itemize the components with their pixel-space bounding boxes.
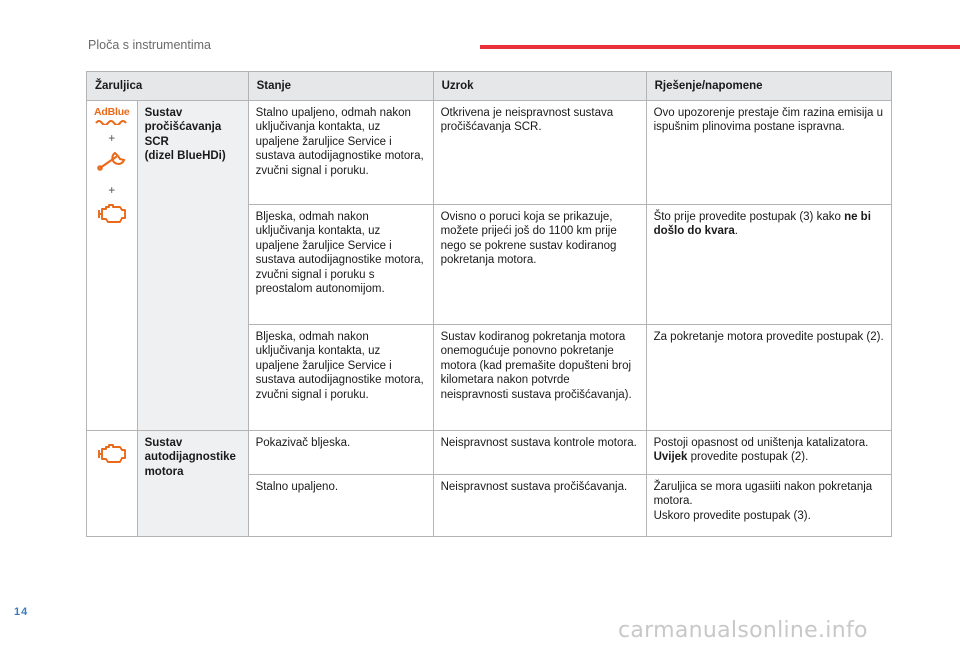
lamp-name-cell bbox=[137, 431, 248, 537]
lamp-name-cell bbox=[137, 101, 248, 431]
wrench-icon bbox=[96, 150, 128, 176]
table-row bbox=[87, 101, 892, 205]
uzrok-cell: Neispravnost sustava kontrole motora. bbox=[433, 431, 646, 475]
uzrok-cell: Sustav kodiranog pokretanja motora onemogućuje ponovno pokretanje motora (kad premašite dopušteni broj kilometara nakon potvrde neispravnosti sustava pročišćavanja). bbox=[433, 325, 646, 431]
engine-icon bbox=[96, 442, 128, 468]
rjesenje-emphasis: Uvijek bbox=[653, 451, 688, 464]
column-header-zaruljica: Žaruljica bbox=[87, 72, 249, 101]
stanje-cell: Stalno upaljeno. bbox=[248, 475, 433, 537]
uzrok-cell: Otkrivena je neispravnost sustava pročišćavanja SCR. bbox=[433, 101, 646, 205]
rjesenje-emphasis: ne bi došlo do kvara bbox=[653, 211, 871, 238]
rjesenje-cell bbox=[646, 475, 891, 537]
lamp-name-line: (dizel BlueHDi) bbox=[144, 150, 226, 163]
lamp-name-line: SCR bbox=[144, 135, 169, 148]
rjesenje-cell bbox=[646, 205, 891, 325]
page-header-title: Ploča s instrumentima bbox=[88, 38, 211, 52]
warning-lamp-table bbox=[86, 71, 892, 537]
lamp-name-line: autodijagnostike bbox=[144, 451, 236, 464]
uzrok-cell: Neispravnost sustava pročišćavanja. bbox=[433, 475, 646, 537]
column-header-stanje: Stanje bbox=[248, 72, 433, 101]
lamp-name-line: Sustav bbox=[144, 107, 183, 119]
rjesenje-text: Postoji opasnost od uništenja katalizatora. bbox=[653, 437, 869, 449]
column-header-uzrok: Uzrok bbox=[433, 72, 646, 101]
watermark-text: carmanualsonline.info bbox=[618, 618, 868, 643]
rjesenje-text: Uskoro provedite postupak (3). bbox=[653, 509, 811, 522]
rjesenje-text: provedite postupak (2). bbox=[687, 451, 809, 464]
lamp-name-line: motora bbox=[144, 465, 184, 478]
plus-sign: + bbox=[108, 131, 116, 146]
stanje-cell: Pokazivač bljeska. bbox=[248, 431, 433, 475]
stanje-cell: Bljeska, odmah nakon uključivanja kontakta, uz upaljene žaruljice Service i sustava autodijagnostike motora, zvučni signal i poruku. bbox=[248, 325, 433, 431]
rjesenje-cell: Ovo upozorenje prestaje čim razina emisija u ispušnim plinovima postane ispravna. bbox=[646, 101, 891, 205]
rjesenje-text: Žaruljica se mora ugasiiti nakon pokretanja motora. bbox=[653, 481, 873, 508]
engine-icon bbox=[96, 202, 128, 228]
stanje-cell: Bljeska, odmah nakon uključivanja kontakta, uz upaljene žaruljice Service i sustava autodijagnostike motora, zvučni signal i poruku s preostalom autonomijom. bbox=[248, 205, 433, 325]
rjesenje-text: Što prije provedite postupak (3) kako bbox=[653, 211, 845, 223]
table-row bbox=[87, 431, 892, 475]
uzrok-cell: Ovisno o poruci koja se prikazuje, možete prijeći još do 1100 km prije nego se pokrene sustav kodiranog pokretanja motora. bbox=[433, 205, 646, 325]
rjesenje-text: . bbox=[734, 225, 738, 238]
header-accent-bar bbox=[480, 45, 960, 49]
lamp-name-line: Sustav bbox=[144, 437, 183, 449]
lamp-name-line: pročišćavanja bbox=[144, 121, 222, 134]
plus-sign: + bbox=[108, 182, 116, 197]
stanje-cell: Stalno upaljeno, odmah nakon uključivanja kontakta, uz upaljene žaruljice Service i sustava autodijagnostike motora, zvučni signal i poruku. bbox=[248, 101, 433, 205]
adblue-icon: AdBlue bbox=[94, 106, 130, 125]
page-number: 14 bbox=[14, 606, 29, 618]
table-header-row bbox=[87, 72, 892, 101]
rjesenje-cell: Za pokretanje motora provedite postupak (2). bbox=[646, 325, 891, 431]
lamp-icon-cell bbox=[87, 431, 138, 537]
column-header-rjesenje: Rješenje/napomene bbox=[646, 72, 891, 101]
rjesenje-cell bbox=[646, 431, 891, 475]
lamp-icon-cell bbox=[87, 101, 138, 431]
